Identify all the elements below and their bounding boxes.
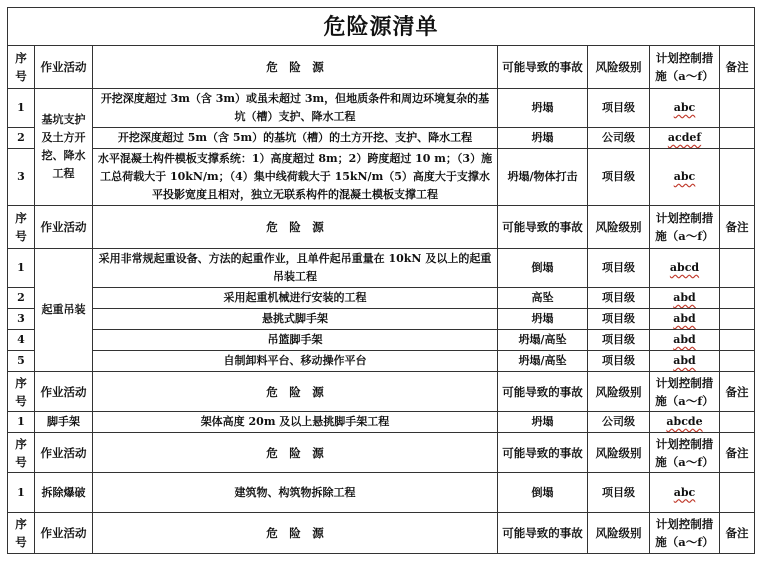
cell-accident: 坍塌/高坠 bbox=[498, 351, 588, 372]
cell-remark bbox=[720, 351, 755, 372]
cell-remark bbox=[720, 249, 755, 288]
plan-code: acdef bbox=[667, 131, 702, 144]
header-plan: 计划控制措施（a～f） bbox=[650, 513, 720, 554]
cell-remark bbox=[720, 309, 755, 330]
table-header-row bbox=[8, 372, 755, 412]
header-hazard: 危 险 源 bbox=[93, 206, 498, 249]
header-risk: 风险级别 bbox=[588, 206, 650, 249]
header-risk: 风险级别 bbox=[588, 433, 650, 473]
cell-seq: 2 bbox=[8, 128, 35, 149]
page-title: 危险源清单 bbox=[8, 8, 755, 46]
header-activity: 作业活动 bbox=[35, 433, 93, 473]
plan-code: abc bbox=[673, 485, 696, 499]
header-seq: 序号 bbox=[8, 513, 35, 554]
header-activity: 作业活动 bbox=[35, 513, 93, 554]
cell-seq: 1 bbox=[8, 473, 35, 513]
cell-risk: 项目级 bbox=[588, 249, 650, 288]
header-remark: 备注 bbox=[720, 433, 755, 473]
header-plan: 计划控制措施（a～f） bbox=[650, 372, 720, 412]
header-hazard: 危 险 源 bbox=[93, 46, 498, 89]
header-risk: 风险级别 bbox=[588, 513, 650, 554]
cell-plan bbox=[650, 309, 720, 330]
table-row bbox=[8, 412, 755, 433]
cell-plan bbox=[650, 128, 720, 149]
cell-hazard: 采用非常规起重设备、方法的起重作业，且单件起吊重量在 10kN 及以上的起重吊装工程 bbox=[93, 249, 498, 288]
plan-code: abd bbox=[673, 312, 696, 325]
cell-plan bbox=[650, 288, 720, 309]
cell-plan bbox=[650, 149, 720, 206]
cell-risk: 项目级 bbox=[588, 309, 650, 330]
hazard-table bbox=[7, 7, 755, 554]
header-seq: 序号 bbox=[8, 46, 35, 89]
cell-accident: 坍塌 bbox=[498, 412, 588, 433]
cell-seq: 5 bbox=[8, 351, 35, 372]
header-accident: 可能导致的事故 bbox=[498, 433, 588, 473]
cell-risk: 公司级 bbox=[588, 412, 650, 433]
cell-seq: 3 bbox=[8, 149, 35, 206]
cell-accident: 坍塌 bbox=[498, 128, 588, 149]
cell-hazard: 开挖深度超过 5m（含 5m）的基坑（槽）的土方开挖、支护、降水工程 bbox=[93, 128, 498, 149]
plan-code: abd bbox=[673, 333, 696, 346]
cell-plan bbox=[650, 351, 720, 372]
cell-plan bbox=[650, 89, 720, 128]
cell-risk: 项目级 bbox=[588, 351, 650, 372]
cell-accident: 坍塌 bbox=[498, 89, 588, 128]
table-header-row bbox=[8, 433, 755, 473]
table-row bbox=[8, 309, 755, 330]
header-accident: 可能导致的事故 bbox=[498, 46, 588, 89]
header-remark: 备注 bbox=[720, 206, 755, 249]
cell-risk: 公司级 bbox=[588, 128, 650, 149]
header-activity: 作业活动 bbox=[35, 372, 93, 412]
cell-risk: 项目级 bbox=[588, 330, 650, 351]
cell-remark bbox=[720, 412, 755, 433]
cell-seq: 3 bbox=[8, 309, 35, 330]
cell-remark bbox=[720, 149, 755, 206]
header-activity: 作业活动 bbox=[35, 206, 93, 249]
plan-code: abd bbox=[673, 291, 696, 304]
cell-remark bbox=[720, 128, 755, 149]
cell-activity: 起重吊装 bbox=[35, 249, 93, 372]
cell-remark bbox=[720, 89, 755, 128]
cell-plan bbox=[650, 249, 720, 288]
cell-seq: 1 bbox=[8, 89, 35, 128]
header-hazard: 危 险 源 bbox=[93, 372, 498, 412]
cell-activity: 脚手架 bbox=[35, 412, 93, 433]
cell-remark bbox=[720, 288, 755, 309]
header-hazard: 危 险 源 bbox=[93, 513, 498, 554]
table-row bbox=[8, 330, 755, 351]
header-hazard: 危 险 源 bbox=[93, 433, 498, 473]
table-header-row bbox=[8, 46, 755, 89]
header-accident: 可能导致的事故 bbox=[498, 372, 588, 412]
cell-risk: 项目级 bbox=[588, 473, 650, 513]
header-risk: 风险级别 bbox=[588, 46, 650, 89]
header-risk: 风险级别 bbox=[588, 372, 650, 412]
cell-seq: 1 bbox=[8, 412, 35, 433]
table-row bbox=[8, 351, 755, 372]
cell-risk: 项目级 bbox=[588, 149, 650, 206]
cell-activity: 拆除爆破 bbox=[35, 473, 93, 513]
header-plan: 计划控制措施（a～f） bbox=[650, 206, 720, 249]
cell-risk: 项目级 bbox=[588, 89, 650, 128]
plan-code: abc bbox=[673, 170, 696, 183]
header-plan: 计划控制措施（a～f） bbox=[650, 433, 720, 473]
cell-risk: 项目级 bbox=[588, 288, 650, 309]
table-row bbox=[8, 89, 755, 128]
plan-code: abcde bbox=[666, 415, 703, 428]
header-seq: 序号 bbox=[8, 433, 35, 473]
cell-hazard: 建筑物、构筑物拆除工程 bbox=[93, 473, 498, 513]
plan-code: abc bbox=[673, 101, 696, 114]
header-accident: 可能导致的事故 bbox=[498, 206, 588, 249]
header-seq: 序号 bbox=[8, 372, 35, 412]
cell-activity: 基坑支护及土方开挖、降水工程 bbox=[35, 89, 93, 206]
table-row bbox=[8, 128, 755, 149]
cell-hazard: 架体高度 20m 及以上悬挑脚手架工程 bbox=[93, 412, 498, 433]
cell-hazard: 水平混凝土构件模板支撑系统：1）高度超过 8m；2）跨度超过 10 m；（3）施工总荷载大于 10kN/m；（4）集中线荷载大于 15kN/m（5）高度大于支撑水平投影宽度且相对，独立无联系构件的混凝土模板支撑工程 bbox=[93, 149, 498, 206]
plan-code: abd bbox=[673, 354, 696, 367]
cell-seq: 2 bbox=[8, 288, 35, 309]
header-remark: 备注 bbox=[720, 46, 755, 89]
cell-plan bbox=[650, 330, 720, 351]
cell-hazard: 采用起重机械进行安装的工程 bbox=[93, 288, 498, 309]
table-row bbox=[8, 288, 755, 309]
cell-accident: 倒塌 bbox=[498, 473, 588, 513]
cell-accident: 倒塌 bbox=[498, 249, 588, 288]
header-plan: 计划控制措施（a～f） bbox=[650, 46, 720, 89]
cell-hazard: 自制卸料平台、移动操作平台 bbox=[93, 351, 498, 372]
table-row bbox=[8, 149, 755, 206]
cell-hazard: 开挖深度超过 3m（含 3m）或虽未超过 3m，但地质条件和周边环境复杂的基坑（槽）支护、降水工程 bbox=[93, 89, 498, 128]
cell-accident: 坍塌/物体打击 bbox=[498, 149, 588, 206]
cell-accident: 高坠 bbox=[498, 288, 588, 309]
plan-code: abcd bbox=[669, 261, 700, 274]
cell-remark bbox=[720, 330, 755, 351]
cell-accident: 坍塌/高坠 bbox=[498, 330, 588, 351]
header-remark: 备注 bbox=[720, 513, 755, 554]
table-header-row bbox=[8, 513, 755, 554]
cell-seq: 4 bbox=[8, 330, 35, 351]
header-seq: 序号 bbox=[8, 206, 35, 249]
table-row bbox=[8, 249, 755, 288]
cell-remark bbox=[720, 473, 755, 513]
header-remark: 备注 bbox=[720, 372, 755, 412]
cell-hazard: 悬挑式脚手架 bbox=[93, 309, 498, 330]
table-header-row bbox=[8, 206, 755, 249]
cell-accident: 坍塌 bbox=[498, 309, 588, 330]
header-activity: 作业活动 bbox=[35, 46, 93, 89]
cell-seq: 1 bbox=[8, 249, 35, 288]
cell-plan bbox=[650, 473, 720, 513]
header-accident: 可能导致的事故 bbox=[498, 513, 588, 554]
cell-plan bbox=[650, 412, 720, 433]
cell-hazard: 吊篮脚手架 bbox=[93, 330, 498, 351]
table-row bbox=[8, 473, 755, 513]
